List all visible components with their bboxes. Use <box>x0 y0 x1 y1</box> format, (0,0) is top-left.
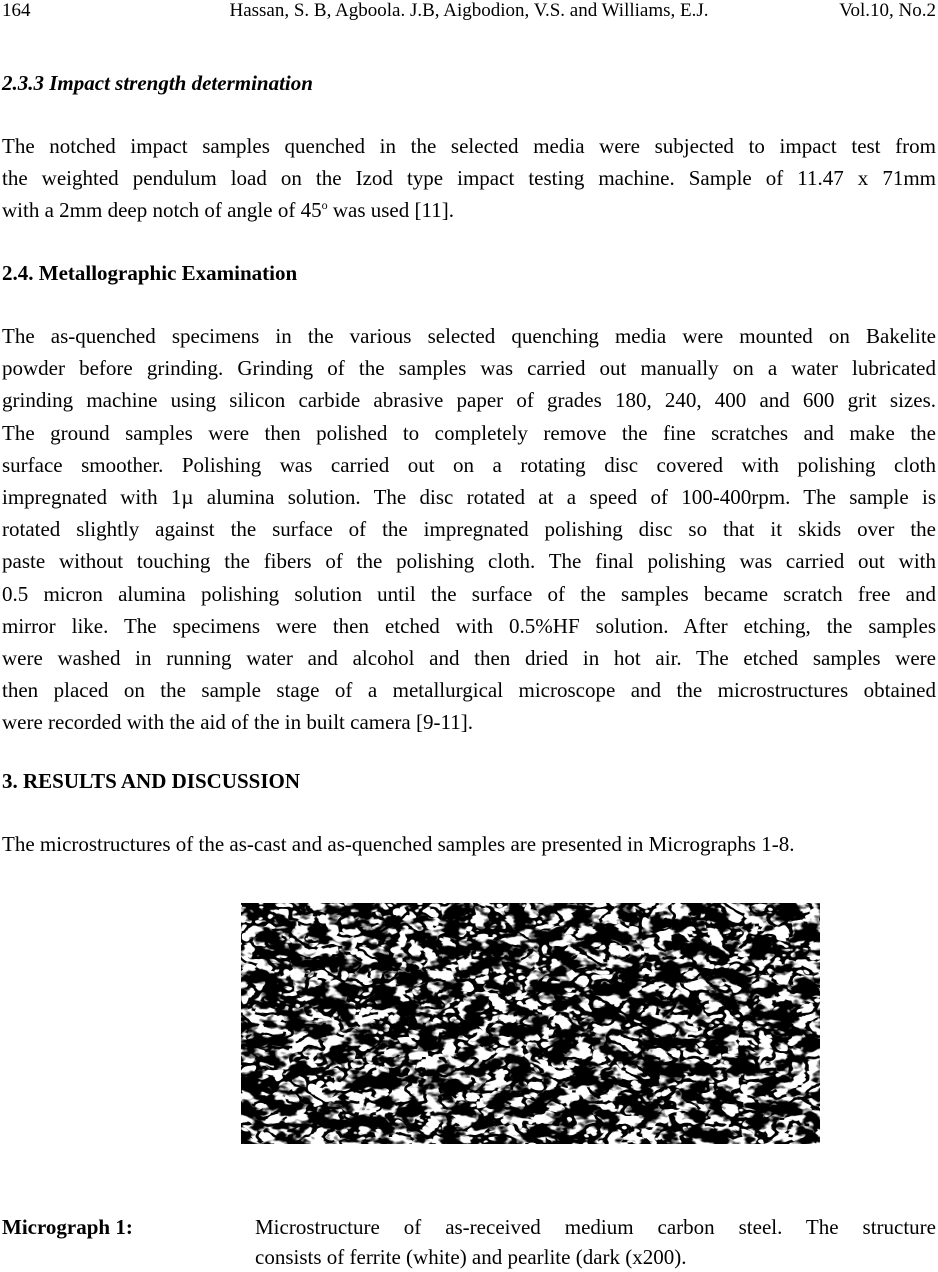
text-line: the weighted pendulum load on the Izod type impact testing machine. Sample of 11.47 x 71mm <box>2 166 936 191</box>
micrograph-texture <box>241 903 820 1144</box>
text-line: were washed in running water and alcohol and then dried in hot air. The etched samples were <box>2 646 936 671</box>
figure-caption <box>255 1212 936 1272</box>
text-line <box>2 194 936 226</box>
text-line: surface smoother. Polishing was carried out on a rotating disc covered with polishing cloth <box>2 452 936 477</box>
degree-superscript: o <box>321 198 328 213</box>
text-line: mirror like. The specimens were then etched with 0.5%HF solution. After etching, the samples <box>2 613 936 638</box>
figure-label: Micrograph 1: <box>2 1215 133 1239</box>
text-line: The as-quenched specimens in the various selected quenching media were mounted on Bakelite <box>2 324 936 348</box>
text-line: impregnated with 1µ alumina solution. The disc rotated at a speed of 100-400rpm. The sample is <box>2 485 936 510</box>
text-line: The ground samples were then polished to completely remove the fine scratches and make the <box>2 420 936 445</box>
paragraph-metallography <box>2 320 936 739</box>
text-segment: with a 2mm deep notch of angle of 45 <box>2 198 322 223</box>
text-line: 0.5 micron alumina polishing solution until the surface of the samples became scratch free and <box>2 581 936 606</box>
paragraph-impact <box>2 130 936 227</box>
journal-volume: Vol.10, No.2 <box>839 0 936 21</box>
text-line: The notched impact samples quenched in the selected media were subjected to impact test from <box>2 134 936 158</box>
text-line: then placed on the sample stage of a metallurgical microscope and the microstructures obtained <box>2 678 936 703</box>
text-line: paste without touching the fibers of the polishing cloth. The final polishing was carried out with <box>2 549 936 574</box>
running-authors: Hassan, S. B, Agboola. J.B, Aigbodion, V.S. and Williams, E.J. <box>229 0 709 21</box>
text-line: were recorded with the aid of the in built camera [9-11]. <box>2 710 473 735</box>
page-header <box>2 0 936 26</box>
text-segment: was used [11]. <box>327 198 454 223</box>
section-heading-results: 3. RESULTS AND DISCUSSION <box>2 769 300 793</box>
text-line: powder before grinding. Grinding of the samples was carried out manually on a water lubricated <box>2 356 936 381</box>
text-line: rotated slightly against the surface of the impregnated polishing disc so that it skids over the <box>2 517 936 542</box>
caption-line: consists of ferrite (white) and pearlite (dark (x200). <box>255 1245 687 1269</box>
section-heading-impact: 2.3.3 Impact strength determination <box>2 71 313 95</box>
section-heading-metallography: 2.4. Metallographic Examination <box>2 261 298 285</box>
caption-line: Microstructure of as-received medium carbon steel. The structure <box>255 1215 936 1239</box>
text-line: grinding machine using silicon carbide abrasive paper of grades 180, 240, 400 and 600 grit sizes. <box>2 388 936 413</box>
page-number: 164 <box>2 0 31 21</box>
paragraph-results: The microstructures of the as-cast and as-quenched samples are presented in Micrographs 1-8. <box>2 832 795 856</box>
micrograph-image <box>241 903 820 1144</box>
